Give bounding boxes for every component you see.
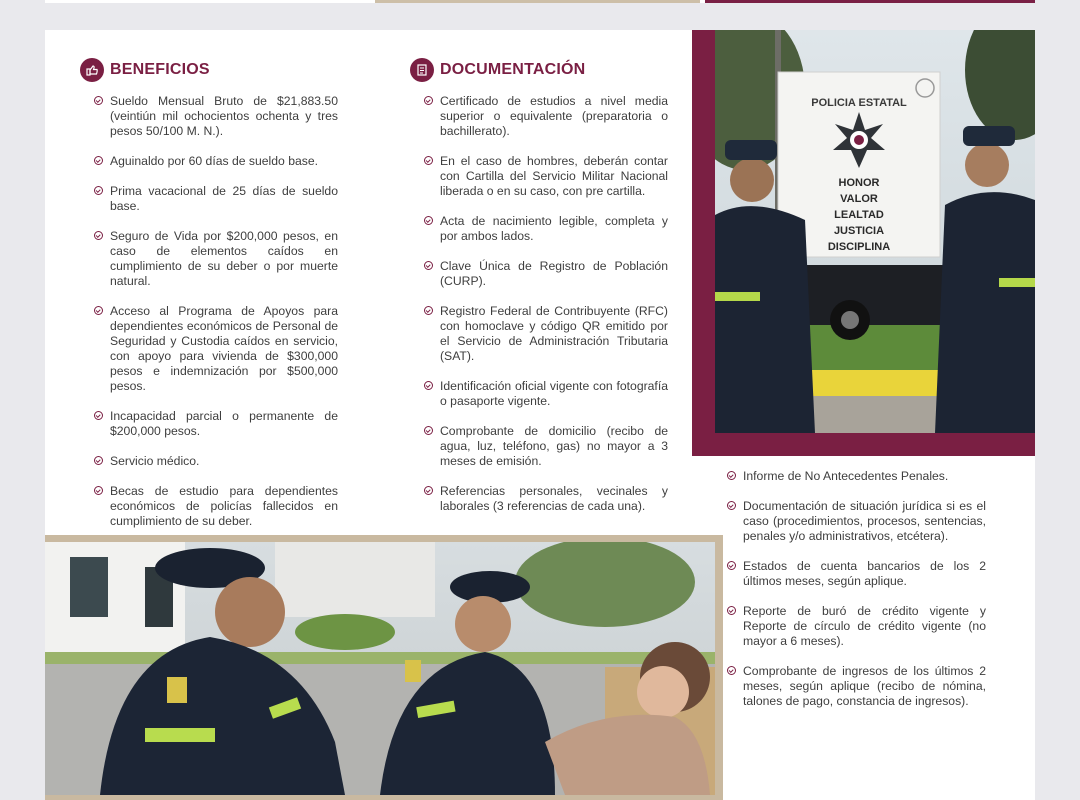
beneficio-item	[94, 454, 338, 469]
documento-item	[424, 484, 668, 514]
documento-item	[424, 379, 668, 409]
top-strip	[45, 0, 1035, 3]
check-circle-icon	[424, 96, 433, 105]
check-circle-icon	[727, 606, 736, 615]
documento-item	[727, 469, 986, 484]
beneficio-item-text: Acceso al Programa de Apoyos para dependientes económicos de Personal de Seguridad y Custodia caídos en servicio, con apoyo para vivienda de $300,000 pesos e indemnización por $500,000 pesos.	[110, 304, 338, 393]
flyer-page	[45, 30, 1035, 800]
check-circle-icon	[94, 186, 103, 195]
documento-item	[727, 604, 986, 649]
documento-item	[424, 259, 668, 289]
check-circle-icon	[424, 306, 433, 315]
top-strip-wine	[705, 0, 1035, 3]
documentacion-heading	[410, 58, 585, 82]
documento-item	[727, 559, 986, 589]
officers-child-illustration	[45, 542, 715, 795]
documento-item-text: Certificado de estudios a nivel media superior o equivalente (preparatoria o bachillerato).	[440, 94, 668, 138]
documento-item-text: Comprobante de domicilio (recibo de agua, luz, teléfono, gas) no mayor a 3 meses de emisión.	[440, 424, 668, 468]
check-circle-icon	[727, 471, 736, 480]
check-circle-icon	[424, 216, 433, 225]
documento-item	[424, 304, 668, 364]
sign-value-5: DISCIPLINA	[827, 241, 891, 253]
officers-sign-photo	[715, 30, 1035, 433]
beneficio-item	[94, 184, 338, 214]
sign-value-2: VALOR	[840, 193, 878, 205]
sign-value-3: LEALTAD	[834, 209, 884, 221]
documento-item-text: En el caso de hombres, deberán contar con Cartilla del Servicio Militar Nacional liberada o en su caso, con pre cartilla.	[440, 154, 668, 198]
officers-sign-illustration	[715, 30, 1035, 433]
check-circle-icon	[94, 456, 103, 465]
documento-item	[424, 424, 668, 469]
beneficio-item-text: Becas de estudio para dependientes económicos de policías fallecidos en cumplimiento de su deber.	[110, 484, 338, 528]
documentacion-list	[424, 94, 668, 529]
beneficios-heading	[80, 58, 210, 82]
check-circle-icon	[424, 486, 433, 495]
documentacion-list-continued	[727, 469, 986, 724]
documento-item	[727, 664, 986, 709]
check-circle-icon	[94, 156, 103, 165]
sign-value-4: JUSTICIA	[833, 225, 885, 237]
check-circle-icon	[424, 156, 433, 165]
documento-item-text: Comprobante de ingresos de los últimos 2 meses, según aplique (recibo de nómina, talones de pago, constancia de ingresos).	[743, 664, 986, 708]
beneficio-item	[94, 304, 338, 394]
documento-item-text: Reporte de buró de crédito vigente y Reporte de círculo de crédito vigente (no mayor a 6 meses).	[743, 604, 986, 648]
check-circle-icon	[424, 381, 433, 390]
beneficio-item	[94, 409, 338, 439]
beneficio-item-text: Incapacidad parcial o permanente de $200,000 pesos.	[110, 409, 338, 438]
check-circle-icon	[727, 501, 736, 510]
beneficio-item-text: Aguinaldo por 60 días de sueldo base.	[110, 154, 319, 168]
beneficio-item-text: Prima vacacional de 25 días de sueldo base.	[110, 184, 338, 213]
check-circle-icon	[94, 96, 103, 105]
beneficio-item-text: Seguro de Vida por $200,000 pesos, en caso de elementos caídos en cumplimiento de su deber o por muerte natural.	[110, 229, 338, 288]
document-icon	[410, 58, 434, 82]
documentacion-title: DOCUMENTACIÓN	[440, 61, 586, 78]
check-circle-icon	[727, 561, 736, 570]
beneficio-item-text: Servicio médico.	[110, 454, 200, 468]
beneficio-item	[94, 154, 338, 169]
documento-item-text: Clave Única de Registro de Población (CURP).	[440, 259, 668, 288]
sign-value-1: HONOR	[838, 177, 880, 189]
beneficio-item	[94, 94, 338, 139]
documento-item	[424, 154, 668, 199]
documento-item-text: Referencias personales, vecinales y laborales (3 referencias de cada una).	[440, 484, 668, 513]
check-circle-icon	[424, 261, 433, 270]
check-circle-icon	[94, 411, 103, 420]
check-circle-icon	[424, 426, 433, 435]
documento-item	[424, 214, 668, 244]
documento-item-text: Identificación oficial vigente con fotografía o pasaporte vigente.	[440, 379, 668, 408]
beneficios-title: BENEFICIOS	[110, 61, 210, 78]
beneficio-item-text: Sueldo Mensual Bruto de $21,883.50 (veintiún mil ochocientos ochenta y tres pesos 50/100 M. N.).	[110, 94, 338, 138]
benefits-icon	[80, 58, 104, 82]
documento-item-text: Registro Federal de Contribuyente (RFC) con homoclave y código QR emitido por el Servicio de Administración Tributaria (SAT).	[440, 304, 668, 363]
check-circle-icon	[94, 306, 103, 315]
beneficio-item	[94, 229, 338, 289]
sign-header: POLICIA ESTATAL	[811, 97, 907, 109]
documento-item	[727, 499, 986, 544]
documento-item-text: Documentación de situación jurídica si es el caso (procedimientos, procesos, sentencias, penales y/o administrativos, etcétera).	[743, 499, 986, 543]
documento-item	[424, 94, 668, 139]
beneficios-list	[94, 94, 338, 544]
check-circle-icon	[727, 666, 736, 675]
beneficio-item	[94, 484, 338, 529]
officers-child-photo	[45, 542, 715, 795]
documento-item-text: Estados de cuenta bancarios de los 2 últimos meses, según aplique.	[743, 559, 986, 588]
documento-item-text: Informe de No Antecedentes Penales.	[743, 469, 949, 483]
documento-item-text: Acta de nacimiento legible, completa y por ambos lados.	[440, 214, 668, 243]
top-strip-beige	[375, 0, 700, 3]
check-circle-icon	[94, 486, 103, 495]
check-circle-icon	[94, 231, 103, 240]
